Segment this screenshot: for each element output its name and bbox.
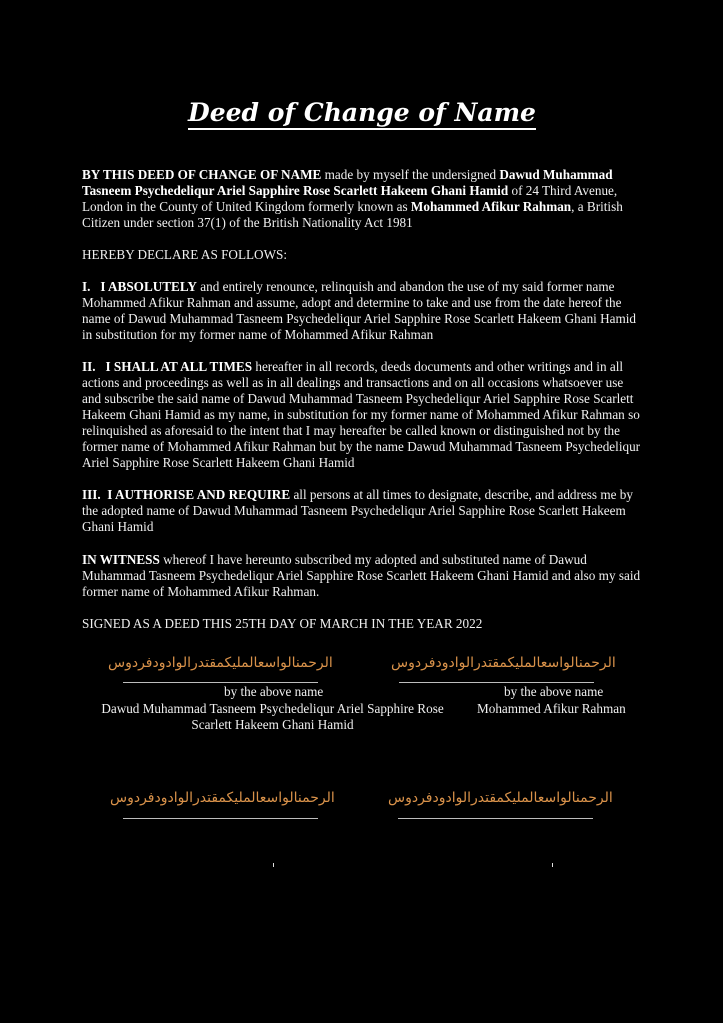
- witness-signature-1-line: [123, 818, 318, 819]
- signature-1: الرحمنالواسعالمليكمقتدرالوادودفردوس: [108, 655, 333, 671]
- document-title: [82, 98, 642, 127]
- signature-2: الرحمنالواسعالمليكمقتدرالوادودفردوس: [391, 655, 616, 671]
- witness-paragraph: [82, 552, 642, 600]
- witness-signature-2-line: [398, 818, 593, 819]
- clause-2-text: hereafter in all records, deeds documents and other writings and in all actions and proceedings as well as in all dealings and transactions and on all occasions whatsoever use and subscribe the said name of Dawud Muhammad Tasneem Psychedeliqur Ariel Sapphire Rose Scarlett Hakeem Ghani Hamid as my name, in substitution for my former name of Mohammed Afikur Rahman so relinquished as aforesaid to the intent that I may hereafter be called known or distinguished not by the former name of Mohammed Afikur Rahman but by the name Dawud Muhammad Tasneem Psychedeliqur Ariel Sapphire Rose Scarlett Hakeem Ghani Hamid: [82, 359, 641, 470]
- clause-3: [82, 487, 642, 535]
- signature-2-name: Mohammed Afikur Rahman: [477, 701, 626, 716]
- signature-1-line: [123, 682, 318, 683]
- clause-2: [82, 359, 642, 471]
- clause-3-text: all persons at all times to designate, describe, and address me by the adopted name of Dawud Muhammad Tasneem Psychedeliqur Ariel Sapphire Rose Scarlett Hakeem Ghani Hamid: [82, 487, 633, 534]
- clause-1-numeral: I.: [82, 279, 91, 294]
- witness-signature-2: الرحمنالواسعالمليكمقتدرالوادودفردوس: [388, 790, 613, 806]
- intro-old-name: Mohammed Afikur Rahman: [410, 199, 572, 214]
- clause-2-numeral: II.: [82, 359, 96, 374]
- document-title-text: Deed of Change of Name: [188, 98, 536, 130]
- signature-2-by-label: by the above name: [504, 684, 604, 699]
- clause-3-numeral: III.: [82, 487, 101, 502]
- intro-paragraph: [82, 167, 642, 231]
- intro-text-3: , a British Citizen under section 37(1) of the British Nationality Act 1981: [82, 199, 623, 230]
- witness-1-mark: [273, 863, 274, 867]
- witness-lead: IN WITNESS: [82, 552, 160, 567]
- signed-line-text: SIGNED AS A DEED THIS 25TH DAY OF MARCH IN THE YEAR 2022: [82, 616, 483, 631]
- clause-1: [82, 279, 642, 343]
- intro-text-2: of 24 Third Avenue, London in the County of United Kingdom formerly known as: [82, 183, 618, 214]
- witness-2-mark: [552, 863, 553, 867]
- signature-1-name: Dawud Muhammad Tasneem Psychedeliqur Ariel Sapphire Rose Scarlett Hakeem Ghani Hamid: [101, 701, 444, 732]
- declare-heading: [82, 247, 642, 263]
- clause-1-text: and entirely renounce, relinquish and abandon the use of my said former name Mohammed Afikur Rahman and assume, adopt and determine to take and use from the date hereof the name of Dawud Muhammad Tasneem Psychedeliqur Ariel Sapphire Rose Scarlett Hakeem Ghani Hamid in substitution for my former name of Mohammed Afikur Rahman: [82, 279, 637, 342]
- intro-text-1: made by myself the undersigned: [321, 167, 500, 182]
- clause-1-lead: I ABSOLUTELY: [100, 279, 197, 294]
- witness-text: whereof I have hereunto subscribed my adopted and substituted name of Dawud Muhammad Tasneem Psychedeliqur Ariel Sapphire Rose Scarlett Hakeem Ghani Hamid and also my said former name of Mohammed Afikur Rahman.: [82, 552, 641, 599]
- signature-2-line: [399, 682, 594, 683]
- declare-text: HEREBY DECLARE AS FOLLOWS:: [82, 247, 288, 262]
- intro-lead: BY THIS DEED OF CHANGE OF NAME: [82, 167, 322, 182]
- clause-2-lead: I SHALL AT ALL TIMES: [105, 359, 253, 374]
- witness-signature-1: الرحمنالواسعالمليكمقتدرالوادودفردوس: [110, 790, 335, 806]
- intro-new-name: Dawud Muhammad Tasneem Psychedeliqur Ariel Sapphire Rose Scarlett Hakeem Ghani Hamid: [82, 167, 613, 198]
- signature-1-by-label: by the above name: [224, 684, 324, 699]
- clause-3-lead: I AUTHORISE AND REQUIRE: [107, 487, 291, 502]
- signed-line: [82, 616, 642, 632]
